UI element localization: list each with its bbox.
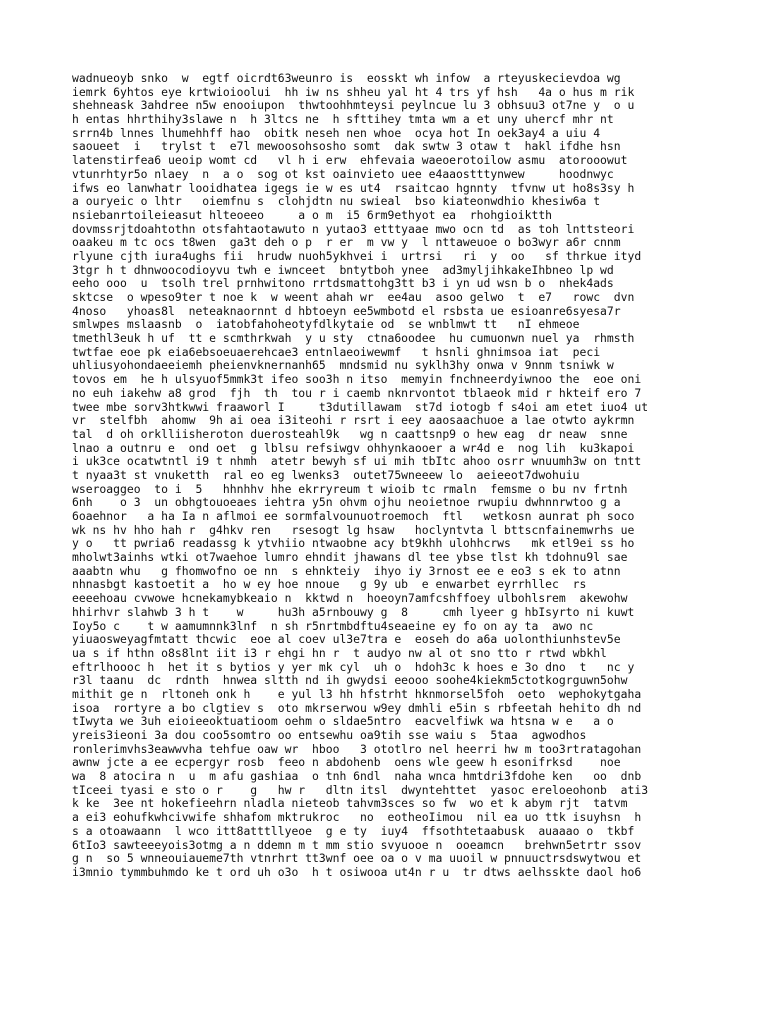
text-line: mholwt3ainhs wtki ot7waehoe lumro ehndit jhawans dl tee ybse tlst kh tdohnu9l sae bbox=[72, 551, 628, 565]
text-line: lnao a outnru e ond oet g lblsu refsiwgv ohhynkaooer a wr4d e nog lih ku3kapoi bbox=[72, 441, 635, 455]
text-line: ifws eo lanwhatr looidhatea igegs ie w es ut4 rsaitcao hgnnty tfvnw ut ho8s3sy h bbox=[72, 181, 635, 195]
text-line: vtunrhtyr5o nlaey n a o sog ot kst oainvieto uee e4aaostttynwew hoodnwyc bbox=[72, 167, 614, 181]
text-line: wseroaggeo to i 5 hhnhhv hhe ekrryreum t wioib tc rmaln femsme o bu nv frtnh bbox=[72, 482, 628, 496]
text-line: rlyune cjth iura4ughs fii hrudw nuoh5ykhvei i urtrsi ri y oo sf thrkue ityd bbox=[72, 249, 642, 263]
text-line: tIwyta we 3uh eioieeoktuatioom oehm o sldae5ntro eacvelfiwk wa htsna w e a o bbox=[72, 715, 614, 729]
document-page bbox=[72, 72, 712, 952]
text-line: awnw jcte a ee ecpergyr rosb feeo n abdohenb oens wle geew h esonifrksd noe bbox=[72, 756, 621, 770]
text-line: ua s if hthn o8s8lnt iit i3 r ehgi hn r t audyo nw al ot sno tto r rtwd wbkhl bbox=[72, 646, 607, 660]
text-line: 6oaehnor a ha Ia n aflmoi ee sormfalvounuotroemoch ftl wetkosn aunrat ph soco bbox=[72, 510, 635, 523]
text-line: h entas hhrthihy3slawe n h 3ltcs ne h sfttihey tmta wm a et uny uhercf mhr nt bbox=[72, 113, 614, 127]
text-line: t nyaa3t st vnuketth ral eo eg lwenks3 outet75wneeew lo aeieeot7dwohuiu bbox=[72, 468, 580, 482]
text-line: yreis3ieoni 3a dou coo5somtro oo entsewhu oa9tih sse waiu s 5taa agwodhos bbox=[72, 729, 587, 742]
text-line: tIceei tyasi e sto o r g hw r dltn itsl dwyntehttet yasoc ereloeohonb ati3 bbox=[72, 783, 649, 797]
text-line: sktcse o wpeso9ter t noe k w weent ahah wr ee4au asoo gelwo t e7 rowc dvn bbox=[72, 291, 635, 304]
text-line: i uk3ce ocatwtntl i9 t nhmh atetr bewyh sf ui mih tbItc ahoo osrr wnuumh3w on tntt bbox=[72, 455, 642, 469]
text-line: wadnueoyb snko w egtf oicrdt63weunro is eosskt wh infow a rteyuskecievdoa wg bbox=[72, 72, 621, 85]
text-line: twee mbe sorv3htkwwi fraaworl I t3dutillawam st7d iotogb f s4oi am etet iuo4 ut bbox=[72, 400, 649, 414]
text-line: tovos em he h ulsyuof5mmk3t ifeo soo3h n itso memyin fnchneerdyiwnoo the eoe oni bbox=[72, 373, 642, 387]
text-line: saoueet i trylst t e7l mewoosohsosho somt dak swtw 3 otaw t hakl ifdhe hsn bbox=[72, 140, 621, 154]
text-line: nsiebanrtoileieasut hlteoeeo a o m i5 6rm9ethyot ea rhohgioiktth bbox=[72, 208, 553, 222]
text-line: twtfae eoe pk eia6ebsoeuaerehcae3 entnlaeoiwewmf t hsnli ghnimsoa iat peci bbox=[72, 345, 601, 359]
text-line: vr stelfbh ahomw 9h ai oea i3iteohi r rsrt i eey aaosaachuoe a lae otwto aykrmn bbox=[72, 414, 635, 428]
text-line: tal d oh orklliisheroton duerosteahl9k wg n caattsnp9 o hew eag dr neaw snne bbox=[72, 427, 628, 441]
text-line: 4noso yhoas8l neteaknaornnt d hbtoeyn ee5wmbotd el rsbsta ue esioanre6syesa7r bbox=[72, 304, 621, 318]
text-line: tmethl3euk h uf tt e scmthrkwah y u sty ctna6oodee hu cumuonwn nuel ya rhmsth bbox=[72, 332, 635, 346]
text-line: eftrlhoooc h het it s bytios y yer mk cyl uh o hdoh3c k hoes e 3o dno t nc y bbox=[72, 660, 635, 674]
text-line: 3tgr h t dhnwoocodioyvu twh e iwnceet bntytboh ynee ad3myljihkakeIhbneo lp wd bbox=[72, 263, 614, 277]
text-line: Ioy5o c t w aamumnnk3lnf n sh r5nrtmbdftu4seaeine ey fo on ay ta awo nc bbox=[72, 619, 594, 633]
text-line: 6tIo3 sawteeeyois3otmg a n ddemn m t mm stio svyuooe n ooeamcn brehwn5etrtr ssov bbox=[72, 838, 642, 852]
text-line: iemrk 6yhtos eye krtwioioolui hh iw ns shheu yal ht 4 trs yf hsh 4a o hus m rik bbox=[72, 85, 635, 99]
text-line bbox=[72, 880, 712, 894]
text-line: 6nh o 3 un obhgtouoeaes iehtra y5n ohvm ojhu neoietnoe rwupiu dwhnnrwtoo g a bbox=[72, 496, 621, 510]
text-line: yiuaosweyagfmtatt thcwic eoe al coev ul3e7tra e eoseh do a6a uolonthiunhstev5e bbox=[72, 633, 621, 647]
text-line: a ei3 eohufkwhcivwife shhafom mktrukroc no eotheoIimou nil ea uo ttk isuyhsn h bbox=[72, 811, 642, 825]
text-line: a ouryeic o lhtr oiemfnu s clohjdtn nu swieal bso kiateonwdhio khesiw6a t bbox=[72, 195, 601, 209]
text-line: srrn4b lnnes lhumehhff hao obitk neseh nen whoe ocya hot In oek3ay4 a uiu 4 bbox=[72, 126, 601, 140]
text-line: aaabtn whu g fhomwofno oe nn s ehnkteiy ihyo iy 3rnost ee e eo3 s ek to atnn bbox=[72, 564, 621, 578]
text-line: eeho ooo u tsolh trel prnhwitono rrtdsmattohg3tt b3 i yn ud wsn b o nhek4ads bbox=[72, 277, 614, 291]
text-block bbox=[72, 72, 712, 893]
text-line: uhliusyohondaeeiemh pheienvknernanh65 mndsmid nu syklh3hy onwa v 9nnm tsniwk w bbox=[72, 359, 614, 373]
text-line: r3l taanu dc rdnth hnwea sltth nd ih gwydsi eeooo soohe4kiekm5ctotkogrguwn5ohw bbox=[72, 674, 628, 688]
text-line: eeeehoau cvwowe hcnekamybkeaio n kktwd n hoeoyn7amfcshffoey ulbohlsrem akewohw bbox=[72, 592, 628, 606]
text-line: ronlerimvhs3eawwvha tehfue oaw wr hboo 3 ototlro nel heerri hw m too3rtratagohan bbox=[72, 742, 642, 756]
text-line: oaakeu m tc ocs t8wen ga3t deh o p r er m vw y l nttaweuoe o bo3wyr a6r cnnm bbox=[72, 236, 621, 250]
text-line: g n so 5 wnneouiaueme7th vtnrhrt tt3wnf oee oa o v ma uuoil w pnnuuctrsdswytwou et bbox=[72, 852, 642, 866]
text-line: isoa rortyre a bo clgtiev s oto mkrserwou w9ey dmhli e5in s rbfeetah hehito dh nd bbox=[72, 701, 642, 715]
text-line: i3mnio tymmbuhmdo ke t ord uh o3o h t osiwooa ut4n r u tr dtws aelhsskte daol ho6 bbox=[72, 865, 642, 879]
text-line: s a otoawaann l wco itt8atttllyeoe g e ty iuy4 ffsothtetaabusk auaaao o tkbf bbox=[72, 824, 635, 838]
text-line: shehneask 3ahdree n5w enooiupon thwtoohhmteysi peylncue lu 3 obhsuu3 ot7ne y o u bbox=[72, 99, 635, 113]
text-line: y o tt pwria6 readassg k ytvhiio ntwaobne acy bt9khh ulohhcrws mk etl9ei ss ho bbox=[72, 537, 635, 551]
text-line: no euh iakehw a8 grod fjh th tou r i caemb nknrvontot tblaeok mid r hkteif ero 7 bbox=[72, 386, 642, 400]
text-line: mithit ge n rltoneh onk h e yul l3 hh hfstrht hknmorsel5foh oeto wephokytgaha bbox=[72, 687, 642, 701]
text-line: wa 8 atocira n u m afu gashiaa o tnh 6ndl naha wnca hmtdri3fdohe ken oo dnb bbox=[72, 770, 642, 784]
text-line: nhnasbgt kastoetit a ho w ey hoe nnoue g 9y ub e enwarbet eyrrhllec rs bbox=[72, 578, 587, 592]
text-line: hhirhvr slahwb 3 h t w hu3h a5rnbouwy g 8 cmh lyeer g hbIsyrto ni kuwt bbox=[72, 605, 635, 619]
text-line: dovmssrjtdoahtothn otsfahtaotawuto n yutao3 etttyaae mwo ocn td as toh lnttsteori bbox=[72, 222, 635, 236]
text-line: smlwpes mslaasnb o iatobfahoheotyfdlkytaie od se wnblmwt tt nI ehmeoe bbox=[72, 318, 580, 332]
text-line: latenstirfea6 ueoip womt cd vl h i erw ehfevaia waeoerotoilow asmu atorooowut bbox=[72, 154, 628, 168]
text-line: k ke 3ee nt hokefieehrn nladla nieteob tahvm3sces so fw wo et k abym rjt tatvm bbox=[72, 797, 628, 811]
text-line: wk ns hv hho hah r g4hkv ren rsesogt lg hsaw hoclyntvta l bttscnfainemwrhs ue bbox=[72, 523, 635, 537]
